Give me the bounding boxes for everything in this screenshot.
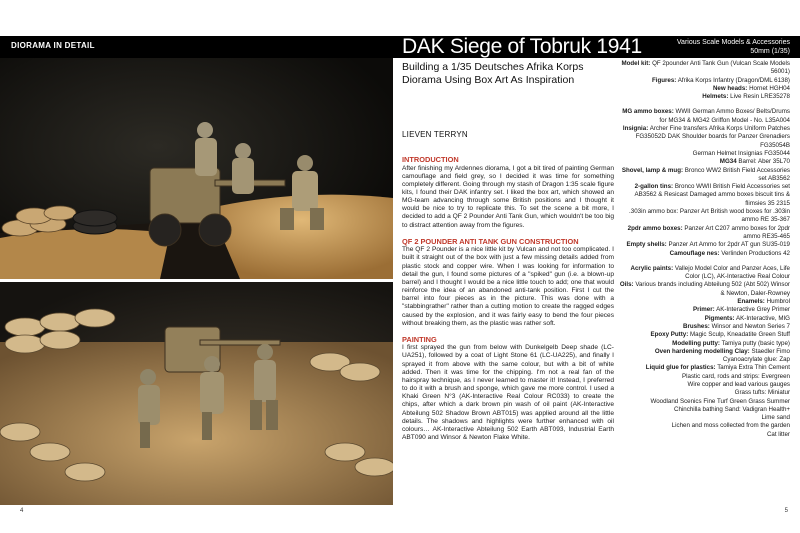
spec-row <box>618 158 790 166</box>
article-subtitle: Building a 1/35 Deutsches Afrika Korps Diorama Using Box Art As Inspiration <box>402 61 584 86</box>
spec-value: Afrika Korps Infantry (Dragon/DML 6138) <box>677 76 790 84</box>
spec-value: Barrel: Aber 35L70 <box>738 158 790 166</box>
spec-label: Figures: <box>651 76 677 84</box>
spec-row <box>618 398 790 406</box>
spec-label: Liquid glue for plastics: <box>645 364 716 372</box>
spec-row <box>618 356 790 364</box>
spec-label: Oils: <box>619 281 634 289</box>
spec-label: New heads: <box>712 84 748 92</box>
spec-row <box>618 414 790 422</box>
spec-group-kits <box>618 60 790 101</box>
diorama-photo-bottom <box>0 282 393 505</box>
spec-value: Hornet HGH04 <box>749 84 790 92</box>
spec-row <box>618 323 790 331</box>
spec-label: Oven hardening modelling Clay: <box>654 347 750 355</box>
spec-value: Magic Sculp, Kneadatite Green Stuff <box>690 331 790 339</box>
spec-label: MG34 <box>719 158 737 166</box>
spec-label: Camouflage nes: <box>669 249 720 257</box>
spec-row <box>618 241 790 249</box>
spec-row <box>618 77 790 85</box>
section-heading: INTRODUCTION <box>402 155 459 164</box>
spec-value: Live Resin LRE35278 <box>730 93 790 101</box>
page-number-right: 5 <box>784 508 788 514</box>
spec-label: Empty shells: <box>626 241 667 249</box>
spec-row <box>618 431 790 439</box>
spec-label: Acrylic paints: <box>630 264 674 272</box>
spec-value: Archer Fine transfers Afrika Korps Uniform Patches FG35052D DAK Shoulder boards for Panzer Grenadiers FG35054B <box>635 125 790 149</box>
spec-row <box>618 331 790 339</box>
spec-label: Primer: <box>693 306 715 314</box>
spec-value: Humbrol <box>766 298 790 306</box>
spec-sidebar <box>618 60 790 446</box>
spec-row <box>618 85 790 93</box>
spec-value: AK-Interactive Grey Primer <box>716 306 790 314</box>
spec-value: Panzer Art Ammo for 2pdr AT gun SU35-019 <box>668 241 790 249</box>
spec-value: Bronco WW2 British Field Accessories set AB3562 <box>684 166 790 182</box>
spec-value: Bronco WWII British Field Accessories set AB3562 & Resicast Damaged ammo boxes biscuit tins & flimsies 35 2315 <box>634 183 790 207</box>
spec-value: .303in ammo box: Panzer Art British wood boxes for .303in ammo RE 35-367 <box>629 208 790 224</box>
spec-row <box>618 348 790 356</box>
spec-value: QF 2pounder Anti Tank Gun (Vulcan Scale Models 56001) <box>652 60 790 76</box>
section-text: The QF 2 Pounder is a nice little kit by Vulcan and not too complicated. I built it straight out of the box with just a few missing details added from plastic stock and copper wire. When I was looking for information to detail the gun, I found some pictures of a "spiked" gun (i.e. a blown-up barrel) and I thought I would be a nice little touch to add; one that would reinforce the idea of an abandoned anti-tank position. First I cut the barrel into four pieces as in the picture. This was done with a "stabbingrather" rather than a cutting motion to create the ragged edges caused by the explosion, and it was fairly easy to bend the four pieces without breaking them, as the plastic was rather soft. <box>402 246 614 327</box>
spec-value: Verlinden Productions 42 <box>721 249 790 257</box>
section-heading: PAINTING <box>402 334 437 344</box>
spec-value: Tamiya Extra Thin Cement <box>717 364 790 372</box>
spec-value: Chinchilla bathing Sand: Vadigran Health+ <box>674 405 790 413</box>
article-title: DAK Siege of Tobruk 1941 <box>402 35 642 58</box>
spec-row <box>618 364 790 372</box>
section-text: After finishing my Ardennes diorama, I got a bit tired of painting German camouflage and field grey, so I decided it was time for something completely different. Going through my stash of Dragon 1:35 scale figure kits, I found their DAK infantry set. I liked the box art, which showed an MG-team advancing through some British positions and I thought it would be nice to try to replicate this. To set the scene a bit more, I decided to add a QF 2 Pounder Anti Tank Gun, which wouldn't be too big to distract attention away from the figures. <box>402 164 614 229</box>
spec-row <box>618 60 790 77</box>
spec-label: MG ammo boxes: <box>622 108 674 116</box>
spec-row <box>618 281 790 298</box>
spec-value: AK-Interactive, MIG <box>736 314 790 322</box>
spec-value: Wire copper and lead various gauges <box>687 380 790 388</box>
spec-label: Modelling putty: <box>672 339 720 347</box>
spec-row <box>618 315 790 323</box>
spec-value: Tamiya putty (basic type) <box>721 339 790 347</box>
spec-value: Lime sand <box>761 414 790 422</box>
spec-value: Woodland Scenics Fine Turf Green Grass Summer <box>650 397 790 405</box>
maker-info <box>677 38 790 56</box>
spec-group-materials <box>618 265 790 439</box>
spec-label: 2pdr ammo boxes: <box>627 224 683 232</box>
spec-row <box>618 381 790 389</box>
spec-value: Vallejo Model Color and Panzer Aces, Life Color (LC), AK-Interactive Real Colour <box>674 264 790 281</box>
spec-row <box>618 422 790 430</box>
spec-row <box>618 265 790 282</box>
spec-label: Insignia: <box>622 125 649 133</box>
spec-row <box>618 250 790 258</box>
spec-label: Helmets: <box>702 93 729 101</box>
section-label: DIORAMA IN DETAIL <box>11 41 95 50</box>
spec-label: Pigments: <box>704 314 735 322</box>
spec-value: Lichen and moss collected from the garden <box>671 422 790 430</box>
section-heading: QF 2 POUNDER ANTI TANK GUN CONSTRUCTION <box>402 236 579 246</box>
spec-label: Model kit: <box>621 60 651 67</box>
spec-value: Cat litter <box>766 430 790 438</box>
spec-row <box>618 298 790 306</box>
spec-label: Shovel, lamp & mug: <box>621 166 684 174</box>
spec-value: Various brands including Abteilung 502 (Abt 502) Winsor & Newton, Daler-Rowney <box>635 281 790 297</box>
spec-label: Epoxy Putty: <box>650 331 689 339</box>
spec-value: WWII German Ammo Boxes/ Belts/Drums for MG34 & MG42 Griffon Model - No. L35A004 <box>659 108 790 124</box>
spec-row <box>618 225 790 242</box>
spec-row <box>618 406 790 414</box>
article-body <box>402 156 614 450</box>
spec-row <box>618 183 790 208</box>
spec-label: Enamels: <box>737 298 765 306</box>
spec-value: Grass tufts: Miniatur <box>734 389 790 397</box>
spec-value: German Helmet Insignias FG35044 <box>692 149 790 157</box>
spec-row <box>618 306 790 314</box>
spec-label: 2-gallon tins: <box>634 183 674 191</box>
spec-row <box>618 389 790 397</box>
spec-value: Staedler Fimo <box>751 347 790 355</box>
spec-value: Plastic card, rods and strips: Evergreen <box>682 372 790 380</box>
spec-row <box>618 93 790 101</box>
spec-label: Brushes: <box>683 322 710 330</box>
spec-value: Cyanoacrylate glue: Zap <box>722 356 790 364</box>
spec-row <box>618 208 790 225</box>
spec-row <box>618 340 790 348</box>
spec-value: Panzer Art C207 ammo boxes for 2pdr ammo RE35-465 <box>684 224 790 240</box>
spec-value: Winsor and Newton Series 7 <box>711 322 790 330</box>
section-text: I first sprayed the gun from below with Dunkelgelb Deep shade (LC-UA251), followed by a coat of Light Stone 61 (LC-UA225), and finally I sprayed it from above with the same colour, but with a bit of white added. Then it was time for the chipping. I'm not a real fan of the hairspray technique, as I never learned to master it! Instead, I preferred to do it with a brush and sponge, which gave me more control. I used a Khaki Green N°3 (AK-Interactive Real Colour RC033) to create the chips, after which a dark brown pin wash of oil paint (AK-Interactive Abteilung 502 Shadow Brown ABT015) was applied around all the little details. The shadows and highlights were further enhanced with oil colours… AK-Interactive Abteilung 502 Earth ABT093, Industrial Earth ABT090 and Winsor & Newton Flake White. <box>402 344 614 442</box>
spec-row <box>618 167 790 184</box>
spec-row <box>618 108 790 125</box>
spec-row <box>618 373 790 381</box>
diorama-photo-top <box>0 58 393 279</box>
page-number-left: 4 <box>20 508 24 514</box>
author-name: LIEVEN TERRYN <box>402 130 468 139</box>
maker-line-2: 50mm (1/35) <box>750 48 790 55</box>
spec-group-accessories <box>618 108 790 257</box>
maker-line-1: Various Scale Models & Accessories <box>676 39 790 46</box>
spec-row <box>618 150 790 158</box>
spec-row <box>618 125 790 150</box>
